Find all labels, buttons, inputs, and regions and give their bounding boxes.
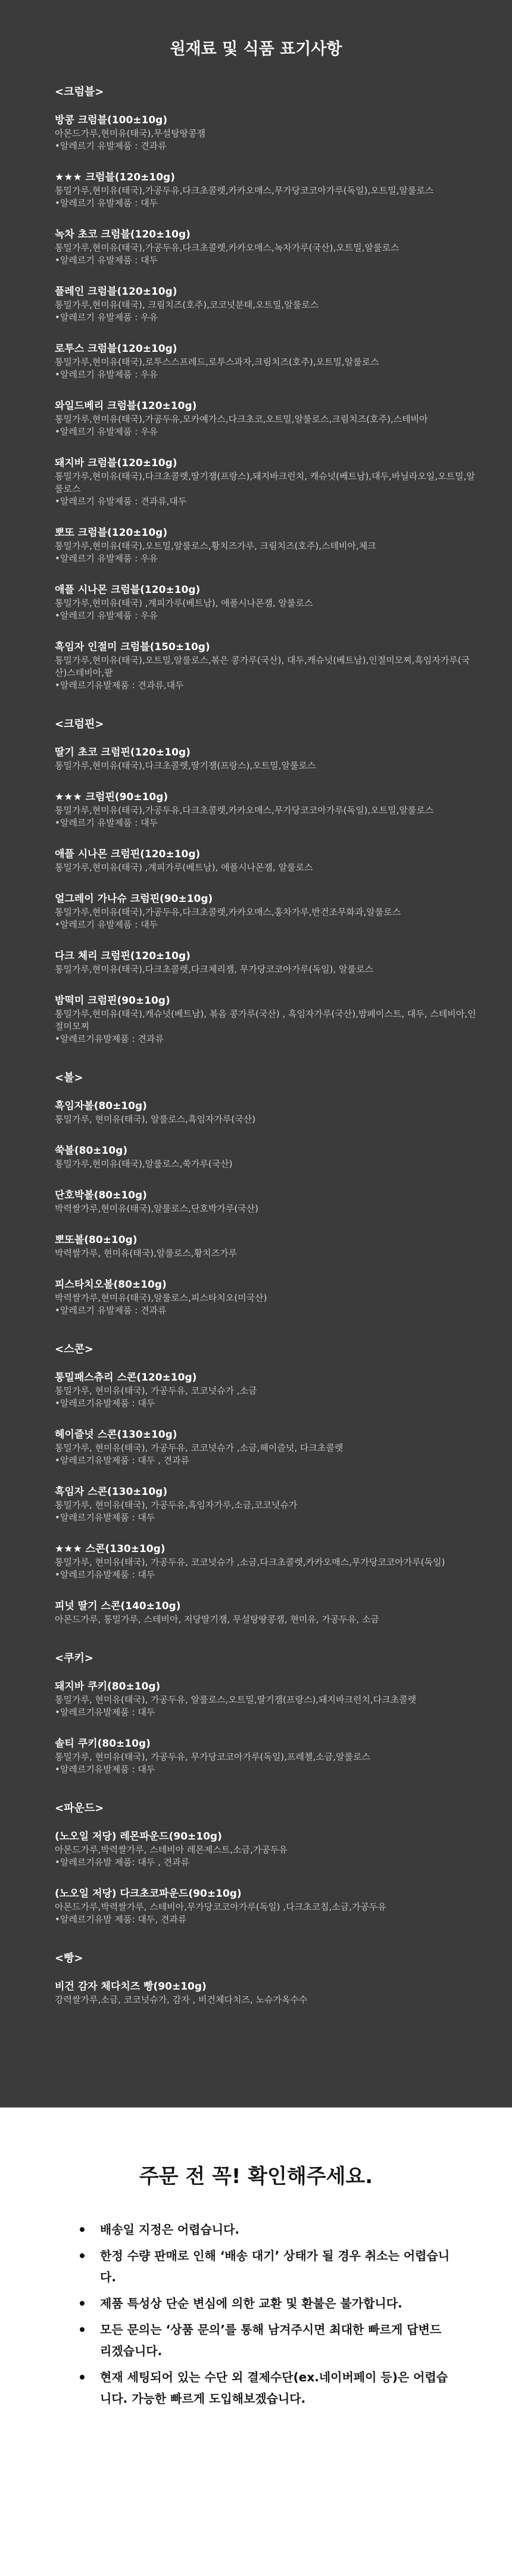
product-ingredients: 통밀가루,현미유(태국),오트밀,알룰로스,볶은 콩가루(국산), 대두,캐슈넛(베트남),인절미모찌,흑임자가루(국산)스테비아,팥 bbox=[55, 655, 470, 678]
product-allergy: •알레르기 유발제품 : 우유 bbox=[55, 610, 158, 621]
section bbox=[55, 716, 476, 1045]
notice-panel bbox=[0, 2107, 512, 2576]
product-name: ★★★ 크럼블(120±10g) bbox=[55, 171, 176, 183]
product-name: 단호박볼(80±10g) bbox=[55, 1189, 147, 1201]
notice-item bbox=[100, 2219, 452, 2240]
section bbox=[55, 1650, 476, 1776]
section bbox=[55, 1341, 476, 1626]
product-name: ★★★ 스콘(130±10g) bbox=[55, 1543, 166, 1555]
section-title: <볼> bbox=[55, 1072, 83, 1084]
product-name: 흑임자 인절미 크럼블(150±10g) bbox=[55, 641, 210, 653]
product-name: 와일드베리 크럼블(120±10g) bbox=[55, 400, 197, 412]
product-item bbox=[55, 1599, 476, 1626]
product-name: 로투스 크럼블(120±10g) bbox=[55, 343, 177, 355]
product-ingredients: 통밀가루,현미유(태국),가공두유,다크초콜렛,카카오매스,무가당코코아가루(독일),오트밀,알룰로스 bbox=[55, 185, 434, 196]
product-item bbox=[55, 1887, 476, 1926]
product-ingredients: 통밀가루,현미유(태국),다크초콜렛,다크체리잼, 무가당코코아가루(독일), 알룰로스 bbox=[55, 964, 373, 975]
product-item bbox=[55, 170, 476, 210]
product-name: 녹차 초코 크럼블(120±10g) bbox=[55, 229, 191, 241]
page-title: 원재료 및 식품 표기사항 bbox=[170, 40, 342, 58]
product-item bbox=[55, 949, 476, 976]
product-allergy: •알레르기 유발제품 : 견과류 bbox=[55, 140, 167, 151]
product-ingredients: 박력쌀가루,현미유(태국),알룰로스,단호박가루(국산) bbox=[55, 1203, 259, 1214]
product-allergy: •알레르기 유발제품 : 견과류 bbox=[55, 1305, 167, 1316]
product-item bbox=[55, 892, 476, 931]
product-ingredients: 통밀가루, 현미유(태국), 가공두유, 코코넛슈가 ,소금 bbox=[55, 1385, 257, 1396]
product-ingredients: 아몬드가루,현미유(태국),무설탕땅콩잼 bbox=[55, 128, 206, 139]
product-name: 방콩 크럼블(100±10g) bbox=[55, 114, 168, 126]
product-item bbox=[55, 790, 476, 829]
product-name: 흑임자볼(80±10g) bbox=[55, 1100, 147, 1112]
product-name: 얼그레이 가나슈 크럼핀(90±10g) bbox=[55, 893, 213, 905]
product-ingredients: 통밀가루,현미유(태국),알룰로스,쑥가루(국산) bbox=[55, 1159, 233, 1169]
section bbox=[55, 1950, 476, 2006]
product-item bbox=[55, 227, 476, 267]
product-item bbox=[55, 640, 476, 692]
product-name: 뽀또볼(80±10g) bbox=[55, 1234, 138, 1246]
sections-container bbox=[0, 83, 512, 2006]
product-ingredients: 통밀가루, 현미유(태국), 가공두유, 알룰로스,오트밀,딸기잼(프랑스),돼지바크런치,다크초콜렛 bbox=[55, 1694, 417, 1705]
product-item bbox=[55, 1428, 476, 1467]
product-ingredients: 통밀가루,현미유(태국),가공두유,다크초콜렛,카카오매스,홍차가루,반건조무화과,알룰로스 bbox=[55, 907, 401, 917]
product-allergy: •알레르기 유발제품 : 우유 bbox=[55, 312, 158, 323]
product-ingredients: 통밀가루,현미유(태국),가공두유,모카예가스,다크초코,오트밀,알룰로스,크림치즈(호주),스테비아 bbox=[55, 414, 428, 424]
product-item bbox=[55, 399, 476, 438]
notice-item bbox=[100, 2245, 452, 2288]
product-item bbox=[55, 1679, 476, 1719]
product-name: 쑥볼(80±10g) bbox=[55, 1145, 128, 1157]
product-item bbox=[55, 342, 476, 381]
product-ingredients: 통밀가루,현미유(태국),가공두유,다크초콜렛,카카오매스,무가당코코아가루(독일),오트밀,알룰로스 bbox=[55, 805, 434, 816]
section-title: <크럼핀> bbox=[55, 718, 104, 730]
product-name: 피스타치오볼(80±10g) bbox=[55, 1279, 167, 1291]
product-item bbox=[55, 1737, 476, 1776]
product-allergy: •알레르기유발제품 : 대두 bbox=[55, 1707, 155, 1718]
product-allergy: •알레르기 유발제품 : 대두 bbox=[55, 198, 158, 208]
product-allergy: •알레르기유발제품 : 대두 bbox=[55, 1512, 155, 1523]
product-name: 플레인 크럼블(120±10g) bbox=[55, 286, 177, 298]
product-allergy: •알레르기 유발제품 : 대두 bbox=[55, 255, 158, 266]
product-item bbox=[55, 847, 476, 874]
bullet-icon bbox=[80, 2375, 85, 2380]
product-allergy: •알레르기 유발제품 : 우유 bbox=[55, 553, 158, 564]
product-ingredients: 통밀가루,현미유(태국),다크초콜렛,딸기잼(프랑스),오트밀,알룰로스 bbox=[55, 760, 316, 771]
product-ingredients: 통밀가루,현미유(태국),로투스스프레드,로투스과자,크림치즈(호주),오트밀,알룰로스 bbox=[55, 357, 379, 367]
product-name: (노오일 저당) 레몬파운드(90±10g) bbox=[55, 1831, 222, 1843]
product-allergy: •알레르기유발제품 : 견과류,대두 bbox=[55, 680, 184, 691]
product-ingredients: 통밀가루,현미유(태국) ,계피가루(베트남), 애플시나몬잼, 알룰로스 bbox=[55, 598, 313, 608]
product-ingredients: 통밀가루,현미유(태국),다크초콜렛,딸기잼(프랑스),돼지바크런치, 캐슈넛(베트남),대두,바닐라오일,오트밀,알룰로스 bbox=[55, 471, 475, 494]
product-ingredients: 통밀가루,현미유(태국) ,계피가루(베트남), 애플시나몬잼, 알룰로스 bbox=[55, 862, 313, 873]
notice-text: 제품 특성상 단순 변심에 의한 교환 및 환불은 불가합니다. bbox=[100, 2296, 402, 2310]
product-allergy: •알레르기 유발제품 : 대두 bbox=[55, 919, 158, 930]
product-name: (노오일 저당) 다크초코파운드(90±10g) bbox=[55, 1888, 242, 1900]
product-name: 애플 시나몬 크럼핀(120±10g) bbox=[55, 848, 201, 860]
section-title: <빵> bbox=[55, 1952, 83, 1965]
product-item bbox=[55, 583, 476, 622]
notice-item bbox=[100, 2319, 452, 2362]
product-ingredients: 아몬드가루, 통밀가루, 스테비아, 저당딸기잼, 무설탕땅콩잼, 현미유, 가공두유, 소금 bbox=[55, 1614, 379, 1625]
product-ingredients: 아몬드가루,박력쌀가루, 스테비아 레몬제스트,소금,가공두유 bbox=[55, 1844, 288, 1855]
product-item bbox=[55, 745, 476, 772]
product-name: 다크 체리 크럼핀(120±10g) bbox=[55, 950, 191, 962]
bullet-icon bbox=[80, 2327, 85, 2332]
product-name: 헤이즐넛 스콘(130±10g) bbox=[55, 1429, 177, 1441]
product-ingredients: 통밀가루,현미유(태국), 크림치즈(호주),코코넛분태,오트밀,알룰로스 bbox=[55, 299, 319, 310]
product-allergy: •알레르기유발제품 : 대두 bbox=[55, 1764, 155, 1775]
product-allergy: •알레르기 유발제품 : 견과류,대두 bbox=[55, 496, 187, 507]
bullet-icon bbox=[80, 2227, 85, 2232]
product-item bbox=[55, 1144, 476, 1170]
product-name: 밤떡미 크럼핀(90±10g) bbox=[55, 995, 170, 1007]
bullet-icon bbox=[80, 2253, 85, 2258]
product-name: ★★★ 크럼핀(90±10g) bbox=[55, 791, 168, 803]
section-title: <스콘> bbox=[55, 1343, 93, 1356]
product-ingredients: 통밀가루, 현미유(태국), 가공두유, 무가당코코아가루(독일),프레첼,소금,알룰로스 bbox=[55, 1751, 371, 1762]
product-item bbox=[55, 456, 476, 508]
product-name: 돼지바 쿠키(80±10g) bbox=[55, 1681, 161, 1693]
notice-list bbox=[0, 2219, 512, 2409]
product-allergy: •알레르기유발제품 : 견과류 bbox=[55, 1033, 164, 1044]
product-ingredients: 강력쌀가루,소금, 코코넛슈가, 감자 , 비건체다치즈, 노슈가옥수수 bbox=[55, 1994, 308, 2005]
product-ingredients: 박력쌀가루, 현미유(태국),알룰로스,황치즈가루 bbox=[55, 1248, 238, 1259]
section-title: <쿠키> bbox=[55, 1652, 93, 1665]
section-title: <크럼블> bbox=[55, 86, 104, 98]
product-item bbox=[55, 1979, 476, 2006]
product-ingredients: 통밀가루, 현미유(태국), 알룰로스,흑임자가루(국산) bbox=[55, 1114, 256, 1125]
product-allergy: •알레르기유발제품 : 대두 bbox=[55, 1569, 155, 1580]
product-name: 흑임자 스콘(130±10g) bbox=[55, 1486, 168, 1498]
notice-text: 한정 수량 판매로 인해 ‘배송 대기’ 상태가 될 경우 취소는 어렵습니다. bbox=[100, 2249, 450, 2284]
product-name: 피넛 딸기 스콘(140±10g) bbox=[55, 1600, 181, 1612]
product-item bbox=[55, 1188, 476, 1215]
section bbox=[55, 1069, 476, 1317]
product-allergy: •알레르기유발 제품: 대두, 견과류 bbox=[55, 1914, 187, 1925]
product-ingredients: 통밀가루,현미유(태국),오트밀,알룰로스,황치즈가루, 크림치즈(호주),스테비아,체크 bbox=[55, 541, 376, 551]
product-item bbox=[55, 1485, 476, 1524]
product-ingredients: 통밀가루, 현미유(태국), 가공두유, 코코넛슈가 ,소금,다크초콜렛,카카오매스,무가당코코아가루(독일) bbox=[55, 1557, 445, 1568]
product-allergy: •알레르기유발제품 : 대두 bbox=[55, 1398, 155, 1409]
product-ingredients: 통밀가루,현미유(태국),가공두유,다크초콜렛,카카오매스,녹차가루(국산),오트밀,알룰로스 bbox=[55, 242, 399, 253]
product-name: 돼지바 크럼블(120±10g) bbox=[55, 457, 177, 469]
product-item bbox=[55, 1099, 476, 1126]
product-item bbox=[55, 1542, 476, 1581]
product-item bbox=[55, 1370, 476, 1410]
product-item bbox=[55, 1278, 476, 1317]
product-item bbox=[55, 113, 476, 152]
product-allergy: •알레르기유발 제품: 대두 , 견과류 bbox=[55, 1857, 190, 1868]
notice-item bbox=[100, 2293, 452, 2314]
notice-text: 모든 문의는 ‘상품 문의’를 통해 남겨주시면 최대한 빠르게 답변드리겠습니다. bbox=[100, 2322, 442, 2358]
product-item bbox=[55, 285, 476, 324]
bullet-icon bbox=[80, 2301, 85, 2306]
product-ingredients: 아몬드가루,박력쌀가루, 스테비아,무가당코코아가루(독일) ,다크초코칩,소금,가공두유 bbox=[55, 1901, 387, 1912]
product-ingredients: 통밀가루,현미유(태국),캐슈넛(베트남), 볶음 콩가루(국산) , 흑임자가루(국산),밤페이스트, 대두, 스테비아,인절미모찌 bbox=[55, 1008, 476, 1032]
product-name: 비건 감자 체다치즈 빵(90±10g) bbox=[55, 1981, 207, 1993]
product-ingredients: 박력쌀가루,현미유(태국),알룰로스,피스타치오(미국산) bbox=[55, 1292, 267, 1303]
product-item bbox=[55, 1233, 476, 1260]
notice-title: 주문 전 꼭! 확인해주세요. bbox=[139, 2165, 373, 2188]
product-ingredients: 통밀가루, 현미유(태국), 가공두유,흑임자가루,소금,코코넛슈가 bbox=[55, 1500, 298, 1510]
product-allergy: •알레르기 유발제품 : 우유 bbox=[55, 426, 158, 437]
notice-text: 배송일 지정은 어렵습니다. bbox=[100, 2222, 240, 2237]
product-item bbox=[55, 526, 476, 565]
section bbox=[55, 1800, 476, 1926]
product-name: 솔티 쿠키(80±10g) bbox=[55, 1738, 151, 1750]
product-allergy: •알레르기 유발제품 : 우유 bbox=[55, 369, 158, 380]
product-item bbox=[55, 1829, 476, 1869]
notice-text: 현재 세팅되어 있는 수단 외 결제수단(ex.네이버페이 등)은 어렵습니다. 가능한 빠르게 도입해보겠습니다. bbox=[100, 2370, 448, 2406]
product-name: 뽀또 크럼블(120±10g) bbox=[55, 527, 168, 539]
product-name: 통밀패스츄리 스콘(120±10g) bbox=[55, 1372, 197, 1384]
product-item bbox=[55, 994, 476, 1045]
product-allergy: •알레르기유발제품 : 대두 , 견과류 bbox=[55, 1455, 190, 1466]
product-ingredients: 통밀가루, 현미유(태국), 가공두유, 코코넛슈가 ,소금,헤이즐넛, 다크초콜렛 bbox=[55, 1442, 344, 1453]
product-name: 딸기 초코 크럼핀(120±10g) bbox=[55, 747, 191, 758]
product-name: 애플 시나몬 크럼블(120±10g) bbox=[55, 584, 201, 596]
section-title: <파운드> bbox=[55, 1802, 104, 1815]
product-allergy: •알레르기 유발제품 : 대두 bbox=[55, 817, 158, 828]
notice-item bbox=[100, 2366, 452, 2409]
section bbox=[55, 83, 476, 692]
